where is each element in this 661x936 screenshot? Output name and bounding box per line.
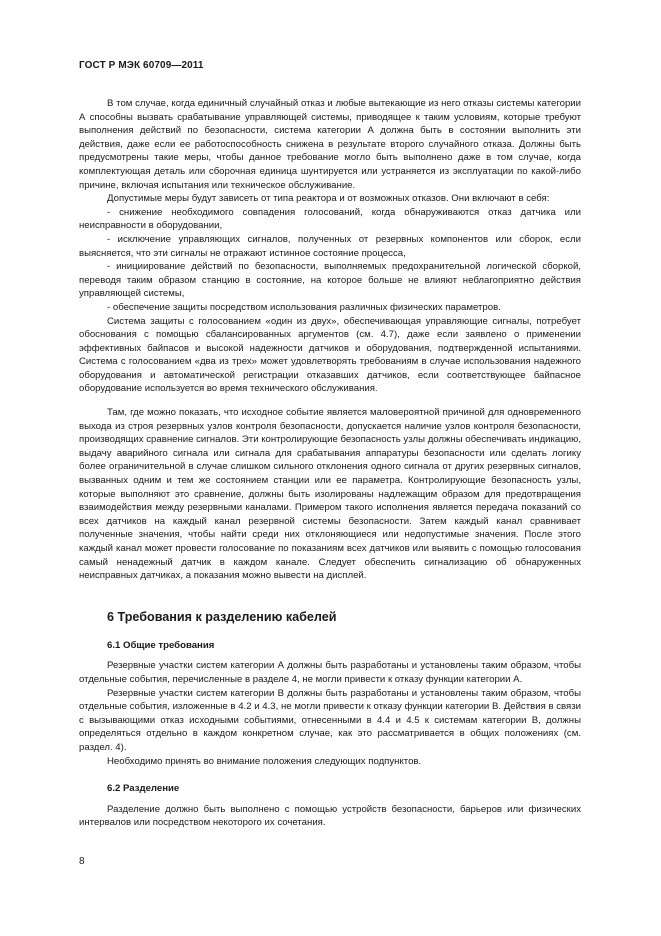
body-paragraph: Резервные участки систем категории А должны быть разработаны и установлены таким образом, чтобы отдельные события, перечисленные в разделе 4, не могли привести к отказу функции категории А. xyxy=(79,660,581,685)
subsection-title: 6.2 Разделение xyxy=(107,783,180,795)
body-paragraph: Резервные участки систем категории В должны быть разработаны и установлены таким образом, чтобы отдельные события, изложенные в 4.2 и 4.3, не могли привести к отказу функции категории В. Действия в связи с вызывающими отказ исходными событиями, отнесенными в 4.4 и 4.5 к системам категории В, должны определяться отдельно в каждом конкретном случае, как это рассматривается в общих положениях (см. раздел. 4). xyxy=(79,687,581,753)
body-paragraph: Система защиты с голосованием «один из двух», обеспечивающая управляющие сигналы, потребует обоснования с помощью сбалансированных аргументов (см. 4.7), даже если заявлено о применении эффективных байпасов и высокой надежности датчиков и оборудования, подтвержденной испытаниями. Система с голосованием «два из трех» может удовлетворять требованиям в случае использования надежного оборудования и автоматической регистрации отказавших датчиков, если соответствующее байпасное оборудование используется во время технического обслуживания. xyxy=(79,315,581,395)
page-content xyxy=(79,97,581,830)
subsection-title: 6.1 Общие требования xyxy=(107,639,215,651)
section-title: 6 Требования к разделению кабелей xyxy=(107,609,337,624)
body-paragraph: В том случае, когда единичный случайный отказ и любые вытекающие из него отказы системы категории А способны вызвать срабатывание управляющей системы, приводящее к таким условиям, которые требуют выполнения действий по безопасности, система категории А должна быть в состоянии выполнить эти действия, даже если ее работоспособность снижена в результате второго случайного отказа. Должны быть предусмотрены такие меры, чтобы данное требование могло быть выполнено даже в том случае, когда комплектующая деталь или сборочная единица шунтируется или устраняется из эксплуатации по какой-либо причине, включая испытания или техническое обслуживание. xyxy=(79,98,581,191)
page-number: 8 xyxy=(79,856,85,867)
document-header: ГОСТ Р МЭК 60709—2011 xyxy=(79,60,204,71)
body-paragraph: Допустимые меры будут зависеть от типа реактора и от возможных отказов. Они включают в себя: xyxy=(107,193,550,205)
body-paragraph: Там, где можно показать, что исходное событие является маловероятной причиной для одновременного выхода из строя резервных узлов контроля безопасности, допускается наличие узлов контроля безопасности, производящих сравнение сигналов. Эти контролирующие безопасность узлы должны обеспечивать индикацию, выдачу аварийного сигнала или сигнала для срабатывания аппаратуры безопасности или сделать логику более ограничительной в случае слишком сильного отклонения одного сигнала от других резервных сигналов, вызванных одним и тем же состоянием станции или ее параметра. Контролирующие безопасность узлы, которые выполняют это сравнение, должны быть изолированы надлежащим образом для предотвращения взаимодействия между резервными каналами. Примером такого исполнения является передача показаний со всех датчиков на каждый канал резервной системы безопасности. Затем каждый канал сравнивает полученные значения, чтобы найти среди них отклоняющиеся или недопустимые значения. После этого каждый канал может провести голосование по показаниям всех датчиков или выявить с помощью голосования самый ненадежный датчик в каждом канале. Следует обеспечить сигнализацию об обнаруженных неисправных датчиках, а показания можно вывести на дисплей. xyxy=(79,407,581,582)
list-item: - исключение управляющих сигналов, полученных от резервных компонентов или сборок, если выясняется, что эти сигналы не отражают истинное состояние процесса, xyxy=(79,233,581,259)
body-paragraph: Необходимо принять во внимание положения следующих подпунктов. xyxy=(107,755,422,767)
list-item: - инициирование действий по безопасности, выполняемых предохранительной логической сборкой, переводя таким образом станцию в состояние, на которое больше не влияют неблагоприятно действия управляющей системы, xyxy=(79,261,581,300)
list-item: - обеспечение защиты посредством использования различных физических параметров. xyxy=(107,301,501,313)
body-paragraph: Разделение должно быть выполнено с помощью устройств безопасности, барьеров или физических интервалов или посредством некоторого их сочетания. xyxy=(79,803,581,829)
list-item: - снижение необходимого совпадения голосований, когда обнаруживаются отказ датчика или неисправности в оборудовании, xyxy=(79,206,581,232)
